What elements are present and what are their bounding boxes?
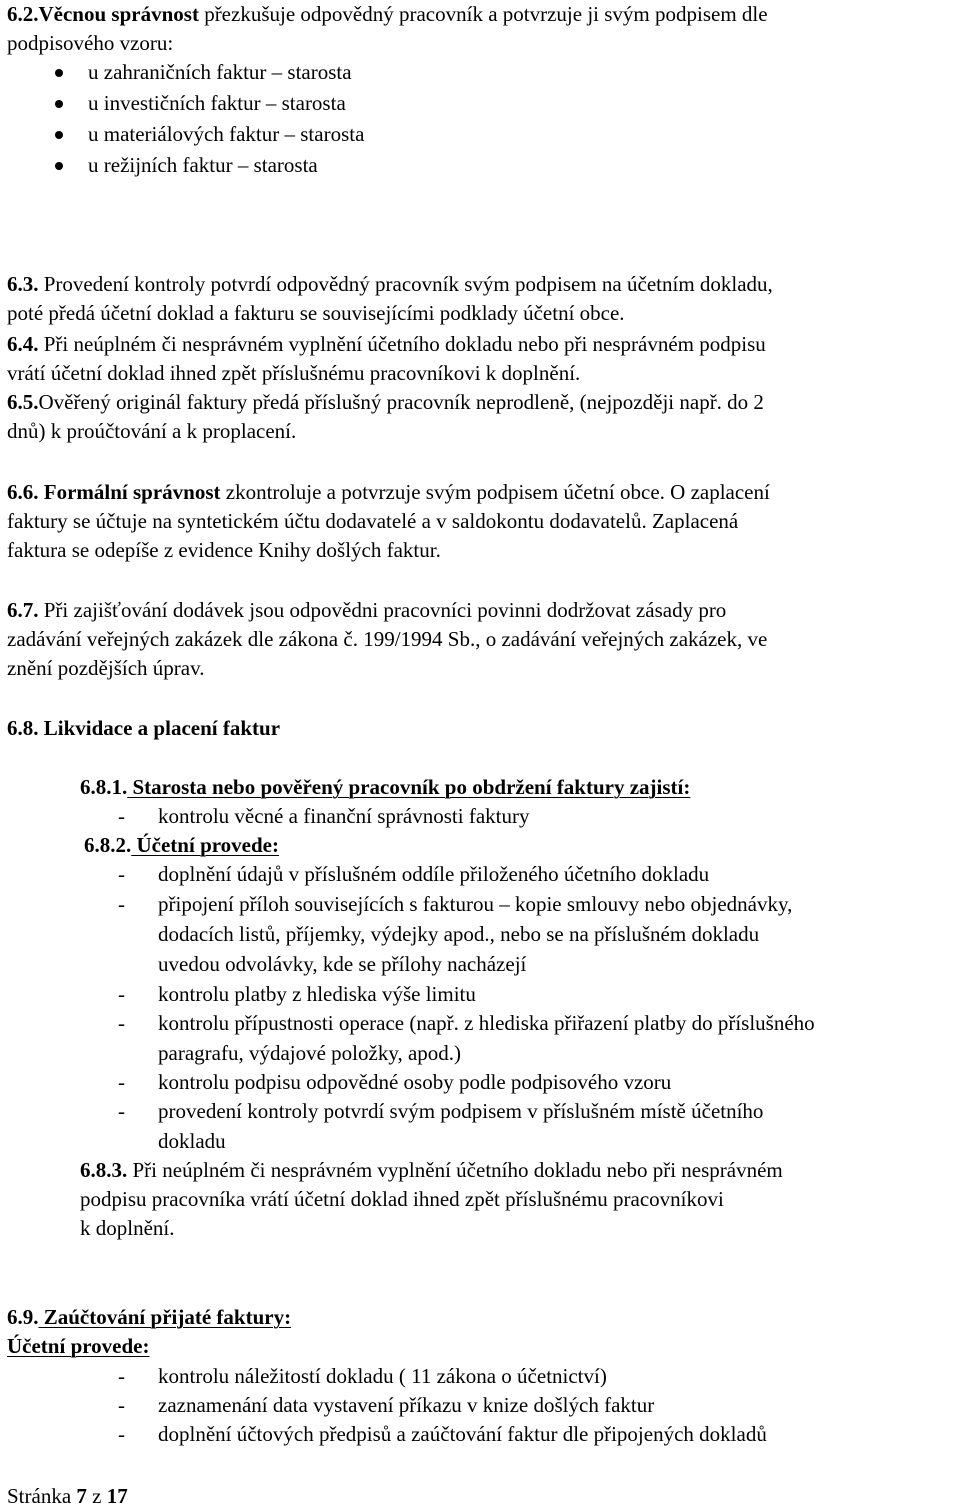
bullet-list [55, 58, 364, 182]
list-item-text: zaznamenání data vystavení příkazu v knize došlých faktur [158, 1393, 655, 1417]
bullet-icon [55, 69, 63, 77]
subsection-heading: Účetní provede: [7, 1334, 150, 1358]
paragraph-text: Ověřený originál faktury předá příslušný pracovník neprodleně, (nejpozději např. do 2 [38, 390, 764, 414]
section-heading: Formální správnost [38, 480, 221, 504]
section-6-5 [7, 388, 957, 446]
section-number: 6.3. [7, 272, 39, 296]
paragraph-text: zkontroluje a potvrzuje svým podpisem účetní obce. O zaplacení [220, 480, 770, 504]
subsection-6-8-1 [80, 773, 690, 802]
paragraph-text: znění pozdějších úprav. [7, 656, 205, 680]
dash-marker: - [118, 1011, 125, 1035]
list-item-text: připojení příloh souvisejících s fakturou – kopie smlouvy nebo objednávky, [158, 892, 793, 916]
list-item-text: paragrafu, výdajové položky, apod.) [158, 1041, 462, 1065]
list-item-text: u materiálových faktur – starosta [88, 122, 365, 146]
paragraph-text: poté předá účetní doklad a fakturu se souvisejícími podklady účetní obce. [7, 301, 625, 325]
section-6-9 [7, 1303, 957, 1361]
subsection-heading: Účetní provede: [131, 833, 279, 857]
list-item-text: provedení kontroly potvrdí svým podpisem v příslušném místě účetního [158, 1099, 764, 1123]
section-number: 6.7. [7, 598, 39, 622]
paragraph-text: zadávání veřejných zakázek dle zákona č. 199/1994 Sb., o zadávání veřejných zakázek, ve [7, 627, 768, 651]
list-item-text: kontrolu platby z hlediska výše limitu [158, 982, 476, 1006]
section-number: 6.4. [7, 332, 39, 356]
list-item-text: u investičních faktur – starosta [88, 91, 346, 115]
dash-marker: - [118, 804, 125, 828]
page-number: 7 [76, 1484, 87, 1508]
subsection-number: 6.8.3. [80, 1158, 128, 1182]
paragraph-text: faktury se účtuje na syntetickém účtu dodavatelé a v saldokontu dodavatelů. Zaplacená [7, 509, 739, 533]
section-heading: Věcnou správnost [38, 2, 199, 26]
subsection-6-8-3 [80, 1156, 783, 1243]
list-item-text: dodacích listů, příjemky, výdejky apod., nebo se na příslušném dokladu [158, 922, 760, 946]
paragraph-text: přezkušuje odpovědný pracovník a potvrzuje ji svým podpisem dle [198, 2, 768, 26]
paragraph-text: Provedení kontroly potvrdí odpovědný pracovník svým podpisem na účetním dokladu, [38, 272, 773, 296]
list-item-text: kontrolu náležitostí dokladu ( 11 zákona o účetnictví) [158, 1364, 607, 1388]
section-heading: Zaúčtování přijaté faktury: [38, 1305, 292, 1329]
total-pages: 17 [106, 1484, 128, 1508]
dash-marker: - [118, 1070, 125, 1094]
page-footer [7, 1482, 128, 1511]
list-item-text: kontrolu přípustnosti operace (např. z hlediska přiřazení platby do příslušného [158, 1011, 815, 1035]
paragraph-text: dnů) k proúčtování a k proplacení. [7, 419, 297, 443]
paragraph-text: Při zajišťování dodávek jsou odpovědni pracovníci povinni dodržovat zásady pro [38, 598, 727, 622]
section-number: 6.2. [7, 2, 39, 26]
dash-marker: - [118, 982, 125, 1006]
list-item-text: kontrolu věcné a finanční správnosti faktury [158, 804, 530, 828]
section-6-6 [7, 478, 957, 565]
bullet-icon [55, 131, 63, 139]
dash-marker: - [118, 862, 125, 886]
dash-marker: - [118, 1422, 125, 1446]
paragraph-text: podpisu pracovníka vrátí účetní doklad ihned zpět příslušnému pracovníkovi [80, 1187, 724, 1211]
bullet-icon [55, 100, 63, 108]
list-item-text: u zahraničních faktur – starosta [88, 60, 352, 84]
footer-middle: z [86, 1484, 107, 1508]
section-6-3 [7, 270, 957, 328]
dash-marker: - [118, 1393, 125, 1417]
list-item [55, 58, 364, 89]
subsection-number: 6.8.2. [84, 833, 132, 857]
paragraph-text: vrátí účetní doklad ihned zpět příslušnému pracovníkovi k doplnění. [7, 361, 581, 385]
section-number: 6.9. [7, 1305, 39, 1329]
list-item [55, 89, 364, 120]
paragraph-text: faktura se odepíše z evidence Knihy došlých faktur. [7, 538, 441, 562]
bullet-icon [55, 162, 63, 170]
section-heading: Likvidace a placení faktur [38, 716, 281, 740]
list-item [55, 120, 364, 151]
dash-marker: - [118, 892, 125, 916]
list-item-text: u režijních faktur – starosta [88, 153, 318, 177]
paragraph-text: Při neúplném či nesprávném vyplnění účetního dokladu nebo při nesprávném podpisu [38, 332, 766, 356]
footer-prefix: Stránka [7, 1484, 77, 1508]
section-6-2 [7, 0, 957, 58]
section-6-4 [7, 330, 957, 388]
section-number: 6.6. [7, 480, 39, 504]
list-item-text: uvedou odvolávky, kde se přílohy nacházejí [158, 952, 527, 976]
list-item [55, 151, 364, 182]
dash-marker: - [118, 1099, 125, 1123]
subsection-heading: Starosta nebo pověřený pracovník po obdržení faktury zajistí: [127, 775, 691, 799]
list-item-text: doplnění účtových předpisů a zaúčtování faktur dle připojených dokladů [158, 1422, 767, 1446]
section-number: 6.8. [7, 716, 39, 740]
section-6-8-heading [7, 714, 957, 743]
paragraph-text: podpisového vzoru: [7, 31, 174, 55]
dash-marker: - [118, 1364, 125, 1388]
section-number: 6.5. [7, 390, 39, 414]
subsection-number: 6.8.1. [80, 775, 128, 799]
subsection-6-8-2 [84, 831, 279, 860]
paragraph-text: Při neúplném či nesprávném vyplnění účetního dokladu nebo při nesprávném [127, 1158, 783, 1182]
list-item-text: dokladu [158, 1129, 226, 1153]
paragraph-text: k doplnění. [80, 1216, 175, 1240]
list-item-text: kontrolu podpisu odpovědné osoby podle podpisového vzoru [158, 1070, 672, 1094]
section-6-7 [7, 596, 957, 683]
list-item-text: doplnění údajů v příslušném oddíle přiloženého účetního dokladu [158, 862, 710, 886]
